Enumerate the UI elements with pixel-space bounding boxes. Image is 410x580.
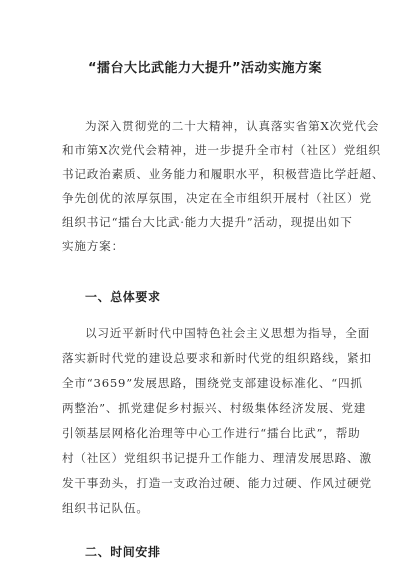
section1-line: 村（社区）党组织书记提升工作能力、理清发展思路、激: [62, 451, 372, 465]
section1-line: 组织书记队伍。: [62, 501, 149, 515]
section-heading-schedule: 二、时间安排: [85, 545, 161, 559]
intro-line: 组织书记“擂台大比武·能力大提升”活动，现提出如下: [62, 215, 353, 229]
section1-line: 两整治”、抓党建促乡村振兴、村级集体经济发展、党建: [62, 401, 367, 415]
section1-line: 引领基层网格化治理等中心工作进行“擂台比武”，帮助: [62, 426, 361, 440]
section1-line: 落实新时代党的建设总要求和新时代党的组织路线，紧扣: [62, 351, 372, 365]
section-heading-general-requirements: 一、总体要求: [85, 290, 161, 304]
intro-line: 书记政治素质、业务能力和履职水平，积极营造比学赶超、: [62, 167, 385, 181]
intro-line: 争先创优的浓厚氛围，决定在全市组织开展村（社区）党: [62, 191, 372, 205]
intro-line: 实施方案：: [62, 239, 124, 253]
section1-line: 全市“3659”发展思路，围绕党支部建设标准化、“四抓: [62, 376, 363, 390]
section1-line: 发干事劲头，打造一支政治过硬、能力过硬、作风过硬党: [62, 476, 372, 490]
intro-line: 和市第X次党代会精神，进一步提升全市村（社区）党组织: [62, 143, 381, 157]
document-title: “擂台大比武能力大提升”活动实施方案: [87, 61, 323, 76]
intro-line: 为深入贯彻党的二十大精神，认真落实省第X次党代会: [85, 119, 380, 133]
section1-line: 以习近平新时代中国特色社会主义思想为指导，全面: [85, 326, 371, 340]
